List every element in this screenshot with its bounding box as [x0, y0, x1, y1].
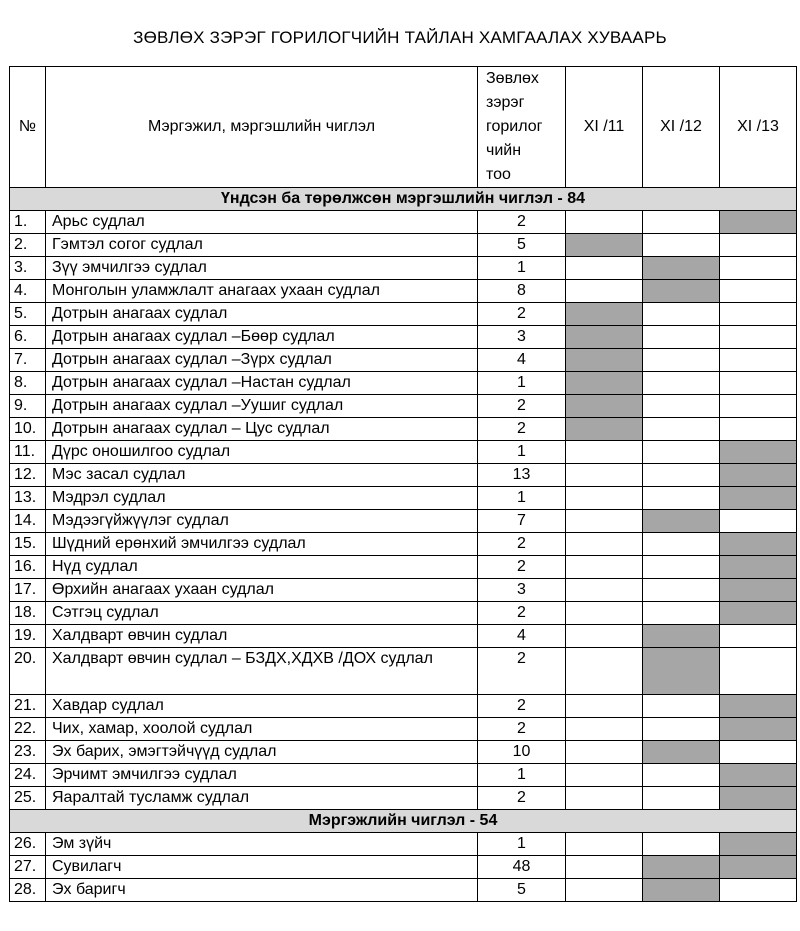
table-row: [10, 372, 797, 395]
table-row: [10, 533, 797, 556]
table-row: [10, 441, 797, 464]
candidate-count: 1: [478, 441, 566, 464]
header-date-2: XI /12: [643, 67, 720, 188]
specialty-name: Эх баригч: [46, 879, 478, 902]
table-row: [10, 326, 797, 349]
schedule-cell-date-2: [643, 856, 720, 879]
table-row: [10, 556, 797, 579]
schedule-cell-date-2: [643, 533, 720, 556]
row-number: 17.: [10, 579, 46, 602]
schedule-cell-date-1: [566, 280, 643, 303]
schedule-cell-date-1: [566, 764, 643, 787]
candidate-count: 3: [478, 326, 566, 349]
candidate-count: 2: [478, 556, 566, 579]
specialty-name: Сувилагч: [46, 856, 478, 879]
candidate-count: 2: [478, 418, 566, 441]
schedule-cell-date-1: [566, 257, 643, 280]
schedule-cell-date-3: [720, 211, 797, 234]
candidate-count: 1: [478, 257, 566, 280]
row-number: 1.: [10, 211, 46, 234]
row-number: 22.: [10, 718, 46, 741]
header-count-line: горилог: [486, 118, 543, 135]
row-number: 23.: [10, 741, 46, 764]
table-row: [10, 695, 797, 718]
table-row: [10, 602, 797, 625]
schedule-cell-date-2: [643, 487, 720, 510]
row-number: 12.: [10, 464, 46, 487]
schedule-cell-date-3: [720, 833, 797, 856]
candidate-count: 2: [478, 695, 566, 718]
schedule-cell-date-2: [643, 418, 720, 441]
schedule-cell-date-1: [566, 533, 643, 556]
schedule-cell-date-2: [643, 441, 720, 464]
header-count-line: чийн: [486, 142, 522, 159]
table-row: [10, 510, 797, 533]
row-number: 5.: [10, 303, 46, 326]
section-header-row: [10, 810, 797, 833]
schedule-cell-date-2: [643, 556, 720, 579]
specialty-name: Эрчимт эмчилгээ судлал: [46, 764, 478, 787]
schedule-cell-date-1: [566, 648, 643, 695]
schedule-cell-date-3: [720, 695, 797, 718]
row-number: 14.: [10, 510, 46, 533]
schedule-cell-date-2: [643, 625, 720, 648]
schedule-cell-date-1: [566, 856, 643, 879]
schedule-cell-date-1: [566, 695, 643, 718]
specialty-name: Эх барих, эмэгтэйчүүд судлал: [46, 741, 478, 764]
candidate-count: 2: [478, 718, 566, 741]
table-row: [10, 648, 797, 695]
schedule-cell-date-2: [643, 211, 720, 234]
header-row: [10, 67, 797, 188]
schedule-cell-date-3: [720, 418, 797, 441]
schedule-cell-date-2: [643, 764, 720, 787]
candidate-count: 1: [478, 833, 566, 856]
schedule-cell-date-3: [720, 280, 797, 303]
table-row: [10, 303, 797, 326]
schedule-cell-date-3: [720, 741, 797, 764]
row-number: 2.: [10, 234, 46, 257]
specialty-name: Дотрын анагаах судлал – Цус судлал: [46, 418, 478, 441]
table-row: [10, 625, 797, 648]
specialty-name: Гэмтэл согог судлал: [46, 234, 478, 257]
specialty-name: Дотрын анагаах судлал –Бөөр судлал: [46, 326, 478, 349]
schedule-cell-date-1: [566, 234, 643, 257]
header-count-line: тоо: [486, 166, 511, 183]
schedule-cell-date-2: [643, 579, 720, 602]
schedule-cell-date-3: [720, 556, 797, 579]
specialty-name: Нүд судлал: [46, 556, 478, 579]
schedule-cell-date-1: [566, 487, 643, 510]
table-row: [10, 464, 797, 487]
schedule-cell-date-3: [720, 234, 797, 257]
schedule-cell-date-1: [566, 833, 643, 856]
candidate-count: 4: [478, 349, 566, 372]
table-row: [10, 833, 797, 856]
specialty-name: Эм зүйч: [46, 833, 478, 856]
row-number: 4.: [10, 280, 46, 303]
candidate-count: 10: [478, 741, 566, 764]
schedule-cell-date-3: [720, 648, 797, 695]
schedule-cell-date-2: [643, 303, 720, 326]
schedule-cell-date-3: [720, 395, 797, 418]
row-number: 21.: [10, 695, 46, 718]
table-row: [10, 349, 797, 372]
specialty-name: Дотрын анагаах судлал: [46, 303, 478, 326]
schedule-cell-date-3: [720, 326, 797, 349]
schedule-cell-date-3: [720, 510, 797, 533]
document-title: ЗӨВЛӨХ ЗЭРЭГ ГОРИЛОГЧИЙН ТАЙЛАН ХАМГААЛАХ ХУВААРЬ: [133, 28, 667, 47]
schedule-cell-date-1: [566, 879, 643, 902]
schedule-cell-date-1: [566, 510, 643, 533]
section-header-row: [10, 188, 797, 211]
schedule-cell-date-1: [566, 303, 643, 326]
candidate-count: 4: [478, 625, 566, 648]
schedule-cell-date-2: [643, 395, 720, 418]
row-number: 27.: [10, 856, 46, 879]
row-number: 3.: [10, 257, 46, 280]
row-number: 8.: [10, 372, 46, 395]
schedule-cell-date-2: [643, 510, 720, 533]
specialty-name: Дотрын анагаах судлал –Уушиг судлал: [46, 395, 478, 418]
schedule-cell-date-2: [643, 718, 720, 741]
schedule-cell-date-2: [643, 280, 720, 303]
schedule-cell-date-3: [720, 856, 797, 879]
row-number: 28.: [10, 879, 46, 902]
candidate-count: 3: [478, 579, 566, 602]
candidate-count: 8: [478, 280, 566, 303]
row-number: 18.: [10, 602, 46, 625]
schedule-cell-date-3: [720, 764, 797, 787]
schedule-cell-date-2: [643, 787, 720, 810]
specialty-name: Халдварт өвчин судлал – БЗДХ,ХДХВ /ДОХ судлал: [46, 648, 478, 695]
schedule-cell-date-1: [566, 787, 643, 810]
schedule-cell-date-2: [643, 602, 720, 625]
row-number: 26.: [10, 833, 46, 856]
schedule-cell-date-2: [643, 349, 720, 372]
row-number: 15.: [10, 533, 46, 556]
specialty-name: Сэтгэц судлал: [46, 602, 478, 625]
schedule-cell-date-2: [643, 879, 720, 902]
table-row: [10, 234, 797, 257]
candidate-count: 2: [478, 211, 566, 234]
schedule-cell-date-2: [643, 648, 720, 695]
schedule-cell-date-3: [720, 349, 797, 372]
row-number: 20.: [10, 648, 46, 695]
schedule-cell-date-2: [643, 234, 720, 257]
specialty-name: Яаралтай тусламж судлал: [46, 787, 478, 810]
schedule-cell-date-1: [566, 556, 643, 579]
candidate-count: 1: [478, 764, 566, 787]
header-count-line: Зөвлөх: [486, 70, 539, 87]
table-row: [10, 257, 797, 280]
schedule-cell-date-3: [720, 303, 797, 326]
header-date-3: XI /13: [720, 67, 797, 188]
row-number: 6.: [10, 326, 46, 349]
specialty-name: Монголын уламжлалт анагаах ухаан судлал: [46, 280, 478, 303]
schedule-cell-date-3: [720, 441, 797, 464]
table-row: [10, 211, 797, 234]
candidate-count: 5: [478, 234, 566, 257]
table-row: [10, 856, 797, 879]
schedule-cell-date-3: [720, 533, 797, 556]
schedule-cell-date-1: [566, 441, 643, 464]
schedule-cell-date-2: [643, 372, 720, 395]
candidate-count: 48: [478, 856, 566, 879]
schedule-cell-date-2: [643, 326, 720, 349]
specialty-name: Мэс засал судлал: [46, 464, 478, 487]
row-number: 9.: [10, 395, 46, 418]
specialty-name: Дүрс оношилгоо судлал: [46, 441, 478, 464]
schedule-cell-date-1: [566, 326, 643, 349]
schedule-cell-date-3: [720, 372, 797, 395]
specialty-name: Халдварт өвчин судлал: [46, 625, 478, 648]
table-row: [10, 487, 797, 510]
candidate-count: 1: [478, 372, 566, 395]
specialty-name: Дотрын анагаах судлал –Настан судлал: [46, 372, 478, 395]
table-row: [10, 280, 797, 303]
schedule-cell-date-1: [566, 372, 643, 395]
specialty-name: Мэдрэл судлал: [46, 487, 478, 510]
table-row: [10, 718, 797, 741]
header-candidate-count: [478, 67, 566, 188]
candidate-count: 2: [478, 395, 566, 418]
schedule-cell-date-2: [643, 464, 720, 487]
specialty-name: Зүү эмчилгээ судлал: [46, 257, 478, 280]
schedule-cell-date-2: [643, 695, 720, 718]
schedule-cell-date-1: [566, 625, 643, 648]
row-number: 7.: [10, 349, 46, 372]
row-number: 25.: [10, 787, 46, 810]
table-row: [10, 418, 797, 441]
row-number: 11.: [10, 441, 46, 464]
schedule-cell-date-1: [566, 349, 643, 372]
schedule-cell-date-3: [720, 579, 797, 602]
schedule-cell-date-1: [566, 211, 643, 234]
schedule-cell-date-1: [566, 741, 643, 764]
specialty-name: Арьс судлал: [46, 211, 478, 234]
schedule-cell-date-3: [720, 718, 797, 741]
header-count-line: зэрэг: [486, 94, 525, 111]
table-row: [10, 764, 797, 787]
schedule-cell-date-1: [566, 602, 643, 625]
header-specialty: Мэргэжил, мэргэшлийн чиглэл: [46, 67, 478, 188]
candidate-count: 1: [478, 487, 566, 510]
schedule-cell-date-3: [720, 625, 797, 648]
schedule-cell-date-1: [566, 579, 643, 602]
row-number: 24.: [10, 764, 46, 787]
schedule-cell-date-2: [643, 257, 720, 280]
row-number: 16.: [10, 556, 46, 579]
schedule-cell-date-3: [720, 257, 797, 280]
specialty-name: Чих, хамар, хоолой судлал: [46, 718, 478, 741]
specialty-name: Хавдар судлал: [46, 695, 478, 718]
schedule-cell-date-1: [566, 464, 643, 487]
candidate-count: 2: [478, 787, 566, 810]
schedule-cell-date-1: [566, 418, 643, 441]
candidate-count: 13: [478, 464, 566, 487]
header-date-1: XI /11: [566, 67, 643, 188]
table-row: [10, 879, 797, 902]
row-number: 13.: [10, 487, 46, 510]
table-row: [10, 787, 797, 810]
specialty-name: Шүдний ерөнхий эмчилгээ судлал: [46, 533, 478, 556]
header-number: №: [10, 67, 46, 188]
schedule-cell-date-2: [643, 833, 720, 856]
schedule-cell-date-3: [720, 787, 797, 810]
section-title: Үндсэн ба төрөлжсөн мэргэшлийн чиглэл - 84: [10, 188, 797, 211]
candidate-count: 2: [478, 533, 566, 556]
section-title: Мэргэжлийн чиглэл - 54: [10, 810, 797, 833]
specialty-name: Өрхийн анагаах ухаан судлал: [46, 579, 478, 602]
row-number: 19.: [10, 625, 46, 648]
row-number: 10.: [10, 418, 46, 441]
schedule-table: [9, 66, 797, 902]
table-row: [10, 579, 797, 602]
schedule-cell-date-3: [720, 464, 797, 487]
specialty-name: Дотрын анагаах судлал –Зүрх судлал: [46, 349, 478, 372]
schedule-cell-date-3: [720, 487, 797, 510]
table-row: [10, 395, 797, 418]
schedule-cell-date-1: [566, 718, 643, 741]
candidate-count: 2: [478, 303, 566, 326]
candidate-count: 2: [478, 602, 566, 625]
specialty-name: Мэдээгүйжүүлэг судлал: [46, 510, 478, 533]
table-row: [10, 741, 797, 764]
candidate-count: 5: [478, 879, 566, 902]
schedule-cell-date-2: [643, 741, 720, 764]
schedule-cell-date-3: [720, 602, 797, 625]
candidate-count: 2: [478, 648, 566, 695]
schedule-cell-date-1: [566, 395, 643, 418]
schedule-cell-date-3: [720, 879, 797, 902]
candidate-count: 7: [478, 510, 566, 533]
table-body: [10, 188, 797, 902]
